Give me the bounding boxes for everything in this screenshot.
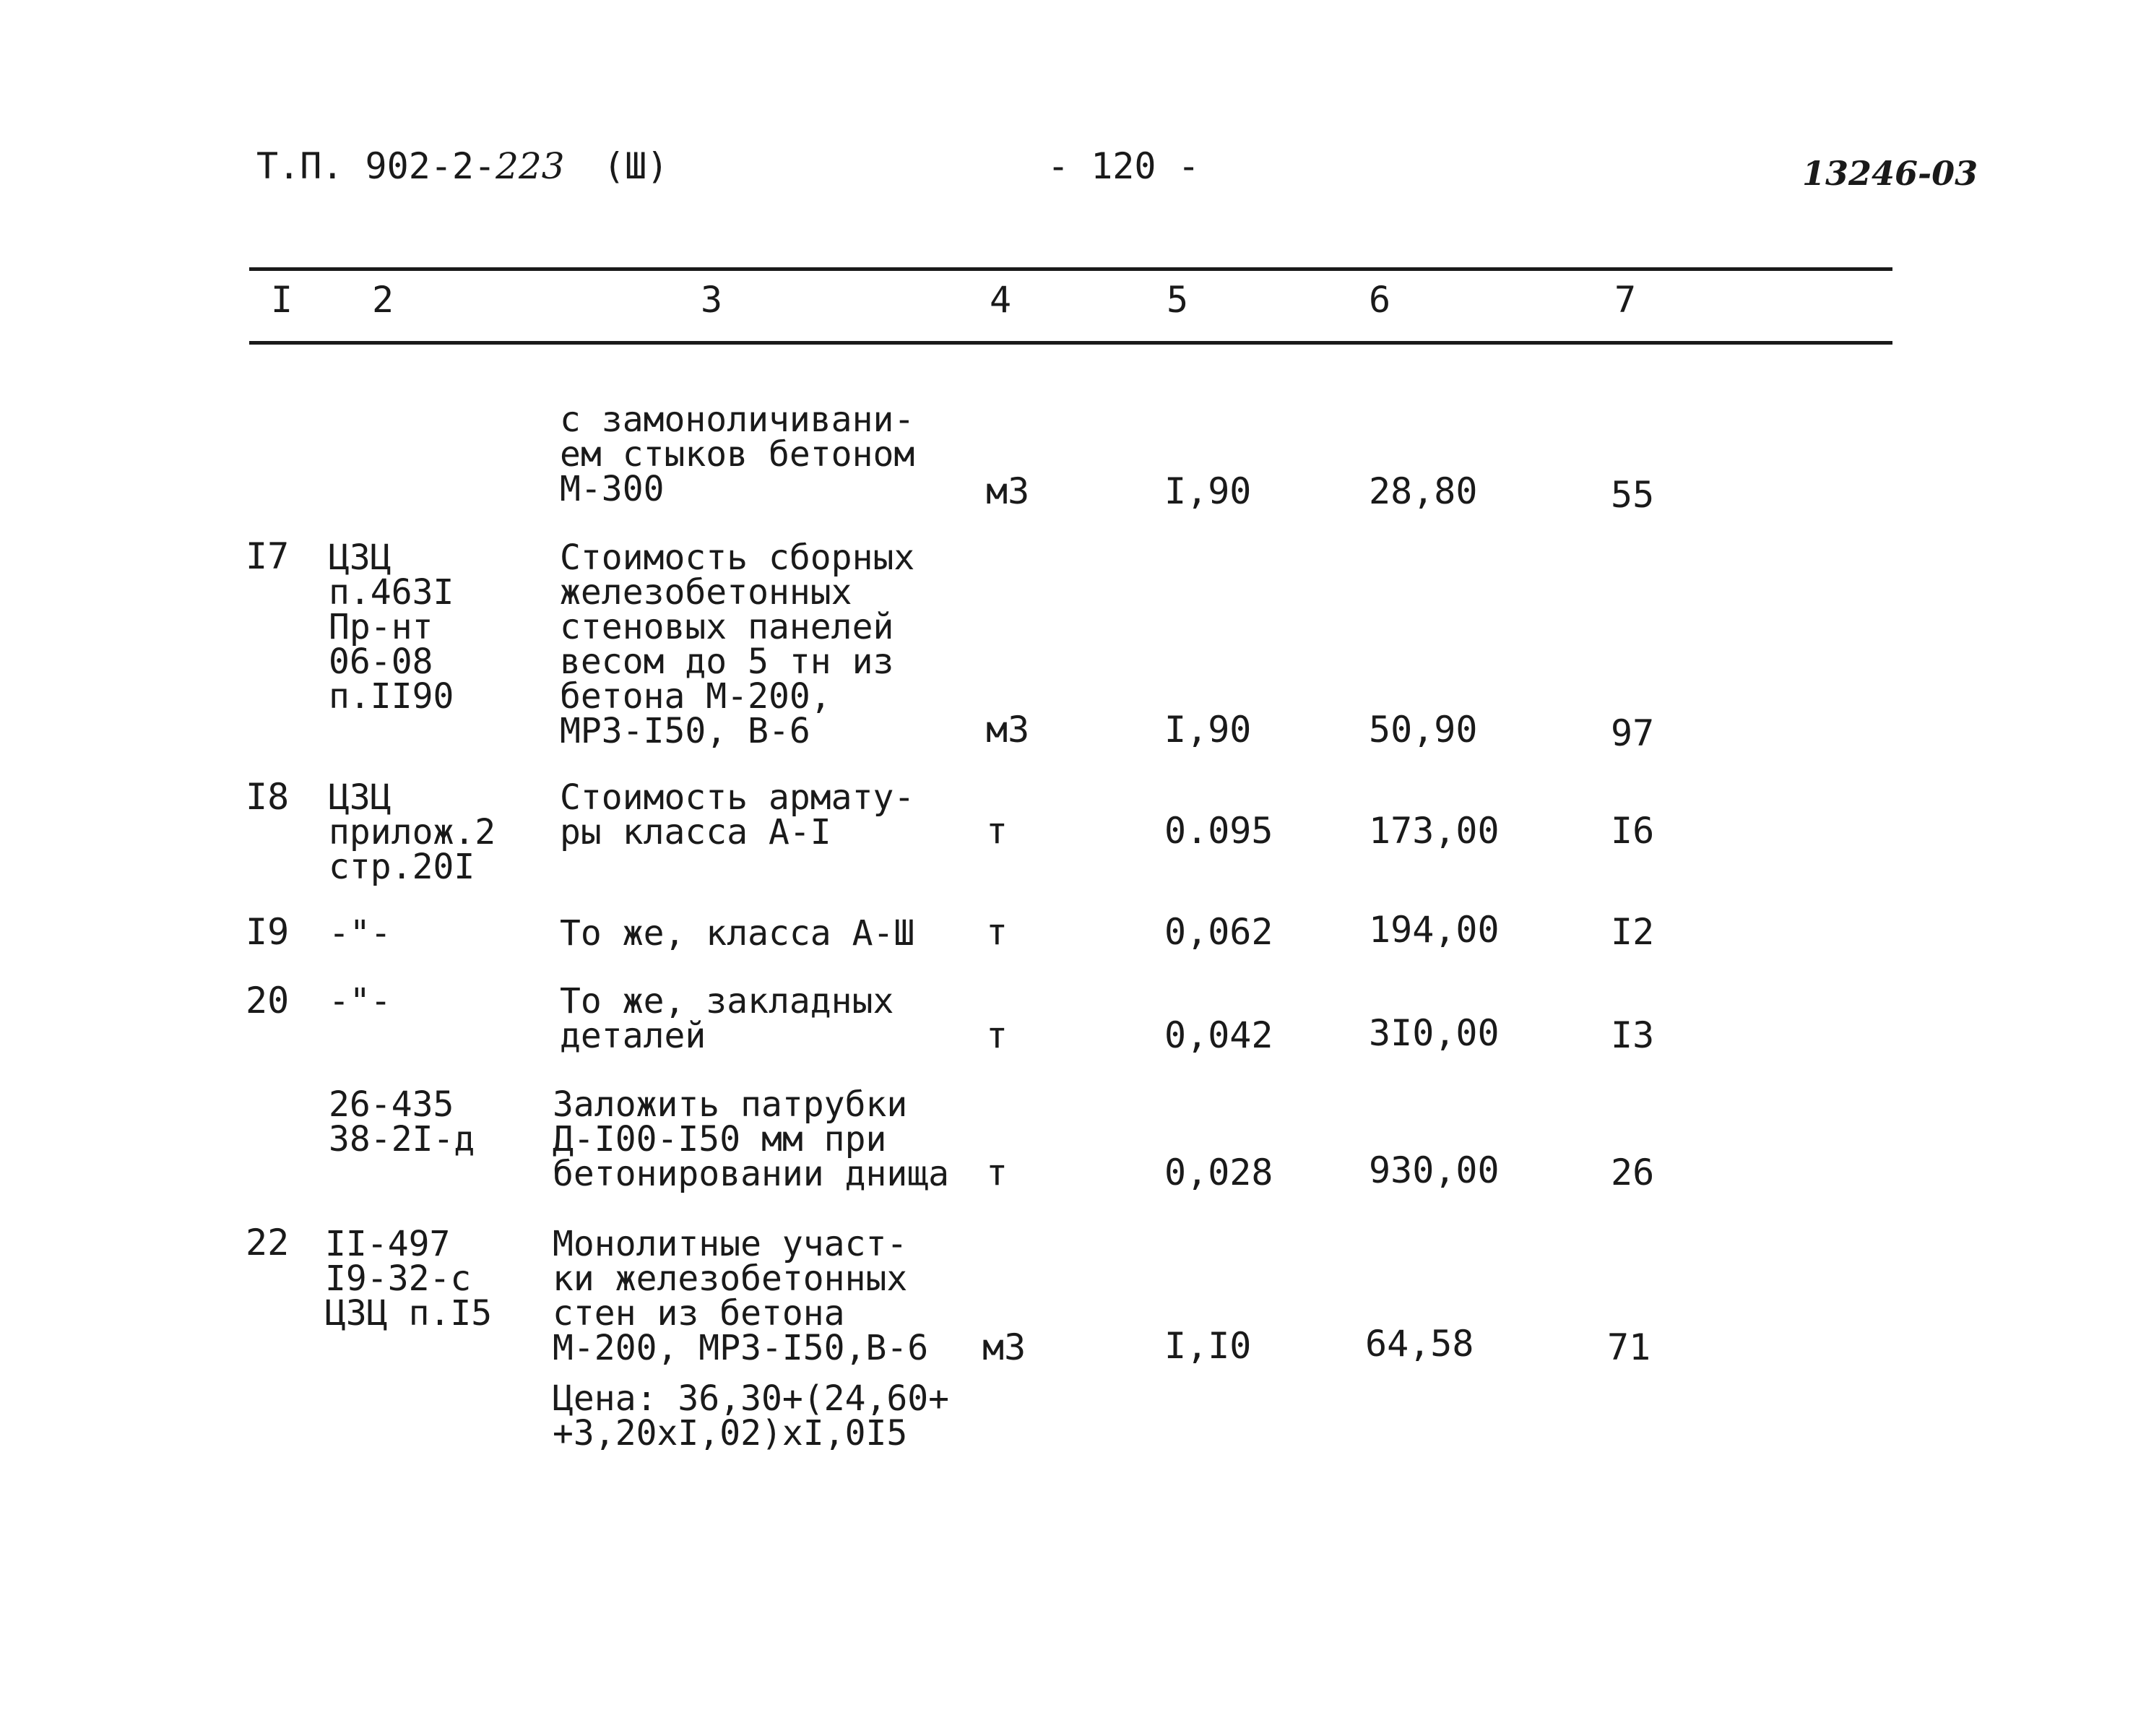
row-description: с замоноличивани- ем стыков бетоном М-300 [560, 400, 915, 509]
row-description: То же, закладных деталей [560, 981, 894, 1056]
row-description: Стоимость армату- ры класса А-I [560, 777, 915, 852]
row-price: 50,90 [1369, 709, 1478, 751]
row-quantity: I,I0 [1164, 1325, 1252, 1367]
row-reference: 26-435 38-2I-д [329, 1084, 475, 1160]
row-quantity: I,90 [1164, 709, 1252, 751]
row-description: Заложить патрубки Д-I00-I50 мм при бетонировании днища [553, 1084, 950, 1194]
row-quantity: 0.095 [1164, 810, 1273, 852]
row-unit: м3 [986, 470, 1030, 512]
doc-designation [256, 144, 565, 188]
table-top-rule [249, 267, 1892, 271]
row-reference: ЦЗЦ прилож.2 стр.20I [329, 777, 496, 887]
row-number: I9 [246, 911, 290, 953]
price-formula-note: Цена: 36,30+(24,60+ +3,20хI,02)хI,0I5 [553, 1378, 950, 1454]
row-quantity: 0,042 [1164, 1014, 1273, 1056]
col-header-3: 3 [701, 279, 723, 321]
row-unit: м3 [986, 709, 1030, 751]
row-reference: -"- [329, 981, 391, 1022]
row-unit: т [986, 810, 1008, 852]
row-price: 173,00 [1369, 810, 1500, 852]
row-quantity: 0,028 [1164, 1152, 1273, 1193]
row-total: 55 [1611, 474, 1655, 516]
doc-number: 223 [496, 145, 565, 187]
row-number: I7 [246, 535, 290, 577]
row-total: I2 [1611, 911, 1655, 953]
row-description: Монолитные участ- ки железобетонных стен из бетона М-200, МРЗ-I50,В-6 [553, 1224, 929, 1368]
row-number: 22 [246, 1222, 290, 1264]
row-quantity: I,90 [1164, 470, 1252, 512]
row-price: 64,58 [1365, 1323, 1474, 1365]
col-header-4: 4 [990, 279, 1012, 321]
row-quantity: 0,062 [1164, 911, 1273, 953]
row-total: I3 [1611, 1014, 1655, 1056]
row-number: 20 [246, 980, 290, 1022]
row-price: 28,80 [1369, 470, 1478, 512]
row-price: 3I0,00 [1369, 1012, 1500, 1054]
row-description: То же, класса А-Ш [560, 913, 915, 954]
page-number: - 120 - [1047, 145, 1200, 187]
col-header-6: 6 [1369, 279, 1391, 321]
table-header-rule [249, 341, 1892, 345]
row-total: 71 [1607, 1326, 1651, 1368]
row-reference: -"- [329, 913, 391, 954]
col-header-7: 7 [1614, 279, 1637, 321]
row-unit: м3 [982, 1326, 1026, 1368]
row-number: I8 [246, 776, 290, 818]
row-total: 26 [1611, 1152, 1655, 1193]
col-header-5: 5 [1167, 279, 1189, 321]
row-total: 97 [1611, 712, 1655, 754]
row-reference: ЦЗЦ п.463I Пр-нт 06-08 п.II90 [329, 537, 454, 717]
col-header-2: 2 [372, 279, 394, 321]
row-unit: т [986, 1014, 1008, 1056]
row-price: 930,00 [1369, 1149, 1500, 1191]
doc-section: (Ш) [603, 145, 669, 187]
row-unit: т [986, 1152, 1008, 1193]
row-description: Стоимость сборных железобетонных стеновых панелей весом до 5 тн из бетона М-200, МРЗ-I50, В-6 [560, 537, 915, 751]
row-unit: т [986, 911, 1008, 953]
doc-prefix: Т.П. 902-2- [256, 145, 496, 187]
row-reference: II-497 I9-32-с ЦЗЦ п.I5 [325, 1224, 493, 1334]
col-header-1: I [271, 279, 293, 321]
row-total: I6 [1611, 810, 1655, 852]
row-price: 194,00 [1369, 909, 1500, 951]
archive-code: 13246-03 [1802, 154, 1978, 193]
